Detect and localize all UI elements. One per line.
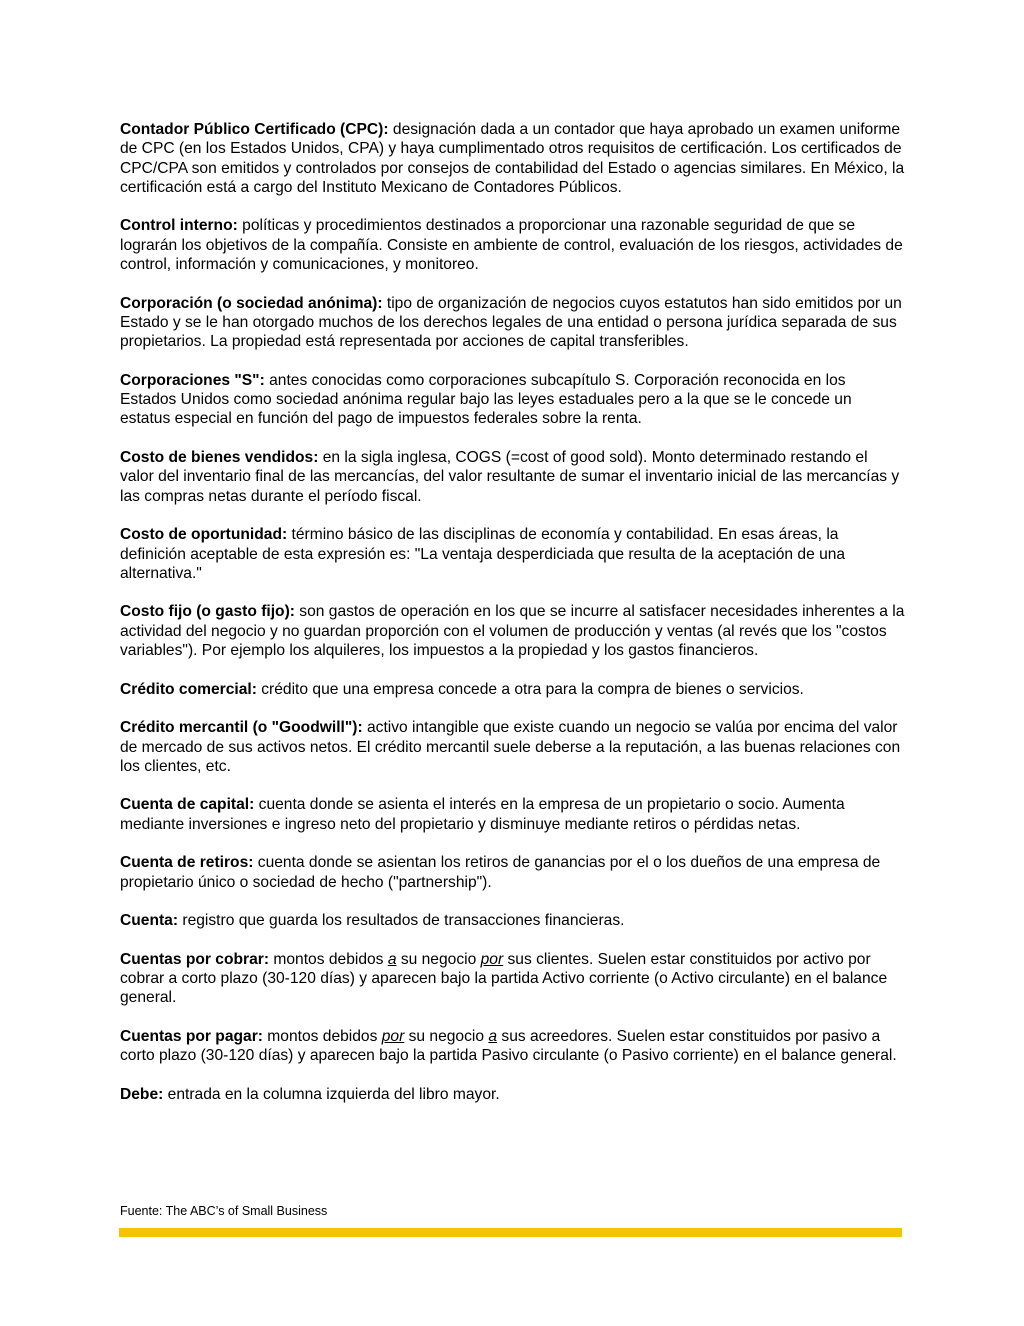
glossary-entry <box>120 602 905 660</box>
glossary-entry <box>120 525 905 583</box>
entry-definition-part: montos debidos <box>262 1027 382 1045</box>
entry-term: Cuenta de retiros: <box>120 854 254 872</box>
glossary-entry <box>120 294 905 352</box>
glossary-entry <box>120 911 905 930</box>
entry-definition: cuenta donde se asienta el interés en la empresa de un propietario o socio. Aumenta mediante inversiones e ingreso neto del propietario y disminuye mediante retiros o pérdidas netas. <box>120 796 845 833</box>
glossary-entry <box>120 853 905 892</box>
glossary-entry <box>120 371 905 429</box>
entry-term: Contador Público Certificado (CPC): <box>120 121 389 138</box>
entry-definition: término básico de las disciplinas de economía y contabilidad. En esas áreas, la definición aceptable de esta expresión es: "La ventaja desperdiciada que resulta de la aceptación de una alternativa." <box>120 526 846 582</box>
entry-term: Costo fijo (o gasto fijo): <box>120 603 295 621</box>
entry-definition: activo intangible que existe cuando un negocio se valúa por encima del valor de mercado de sus activos netos. El crédito mercantil suele deberse a la reputación, a las buenas relaciones con los clientes, etc. <box>120 719 901 775</box>
entry-term: Costo de oportunidad: <box>120 526 288 544</box>
entry-term: Corporaciones "S": <box>120 371 265 389</box>
entry-term: Control interno: <box>120 217 238 235</box>
emphasized-word: a <box>488 1027 498 1045</box>
glossary-entry <box>120 718 905 776</box>
entry-term: Corporación (o sociedad anónima): <box>120 294 383 312</box>
entry-definition: entrada en la columna izquierda del libro mayor. <box>163 1085 500 1103</box>
emphasized-word: por <box>480 950 504 968</box>
entry-term: Cuentas por cobrar: <box>120 950 270 968</box>
footer-accent-rule <box>119 1228 902 1237</box>
entry-definition: registro que guarda los resultados de transacciones financieras. <box>178 912 625 930</box>
entry-term: Cuenta de capital: <box>120 796 255 814</box>
entry-definition: políticas y procedimientos destinados a proporcionar una razonable seguridad de que se lograrán los objetivos de la compañía. Consiste en ambiente de control, evaluación de los riesgos, actividades de control, información y comunicaciones, y monitoreo. <box>120 217 903 274</box>
glossary-entry <box>120 448 905 506</box>
glossary-entry <box>120 795 905 834</box>
entry-definition: antes conocidas como corporaciones subcapítulo S. Corporación reconocida en los Estados Unidos como sociedad anónima regular bajo las leyes estaduales pero a la que se le concede un estatus especial en función del pago de impuestos federales sobre la renta. <box>120 371 852 428</box>
glossary-entry <box>120 680 905 699</box>
entry-term: Costo de bienes vendidos: <box>120 449 319 467</box>
entry-definition-part: su negocio <box>404 1027 489 1045</box>
entry-term: Cuentas por pagar: <box>120 1027 263 1045</box>
glossary-content <box>120 120 905 1104</box>
glossary-entry-debe <box>120 1085 905 1104</box>
glossary-entry <box>120 120 905 197</box>
entry-definition: crédito que una empresa concede a otra para la compra de bienes o servicios. <box>256 680 804 698</box>
entry-term: Cuenta: <box>120 912 179 930</box>
emphasized-word: a <box>387 950 397 968</box>
entry-term: Crédito comercial: <box>120 680 257 698</box>
entry-definition: son gastos de operación en los que se incurre al satisfacer necesidades inherentes a la actividad del negocio y no guardan proporción con el volumen de producción y ventas (al revés que los "costos variables"). Por ejemplo los alquileres, los impuestos a la propiedad y los gastos financieros. <box>120 603 905 660</box>
glossary-entry <box>120 216 905 274</box>
entry-definition: tipo de organización de negocios cuyos estatutos han sido emitidos por un Estado y se le han otorgado muchos de los derechos legales de una entidad o persona jurídica separada de sus propietarios. La propiedad está representada por acciones de capital transferibles. <box>120 294 902 351</box>
entry-definition-part: su negocio <box>396 950 481 968</box>
entry-definition: designación dada a un contador que haya aprobado un examen uniforme de CPC (en los Estados Unidos, CPA) y haya cumplimentado otros requisitos de certificación. Los certificados de CPC/CPA son emitidos y controlados por consejos de contabilidad del Estado o agencias similares. En México, la certificación está a cargo del Instituto Mexicano de Contadores Públicos. <box>120 121 905 196</box>
entry-definition-part: sus acreedores. Suelen estar constituidos por pasivo a corto plazo (30-120 días) y aparecen bajo la partida Pasivo circulante (o Pasivo corriente) en el balance general. <box>120 1027 897 1065</box>
entry-term: Crédito mercantil (o "Goodwill"): <box>120 719 363 737</box>
entry-definition: en la sigla inglesa, COGS (=cost of good sold). Monto determinado restando el valor del inventario final de las mercancías, del valor resultante de sumar el inventario inicial de las mercancías y las compras netas durante el período fiscal. <box>120 449 900 505</box>
glossary-entry-cuentas-por-cobrar <box>120 950 905 1008</box>
entry-definition-part: montos debidos <box>269 950 388 968</box>
emphasized-word: por <box>381 1027 405 1045</box>
glossary-entry-cuentas-por-pagar <box>120 1027 905 1066</box>
entry-definition-part: sus clientes. Suelen estar constituidos por activo por cobrar a corto plazo (30-120 días) y aparecen bajo la partida Activo corriente (o Activo circulante) en el balance general. <box>120 950 888 1007</box>
entry-term: Debe: <box>120 1085 164 1103</box>
source-footnote: Fuente: The ABC’s of Small Business <box>120 1204 328 1218</box>
entry-definition: cuenta donde se asientan los retiros de ganancias por el o los dueños de una empresa de propietario único o sociedad de hecho ("partnership"). <box>120 854 881 891</box>
